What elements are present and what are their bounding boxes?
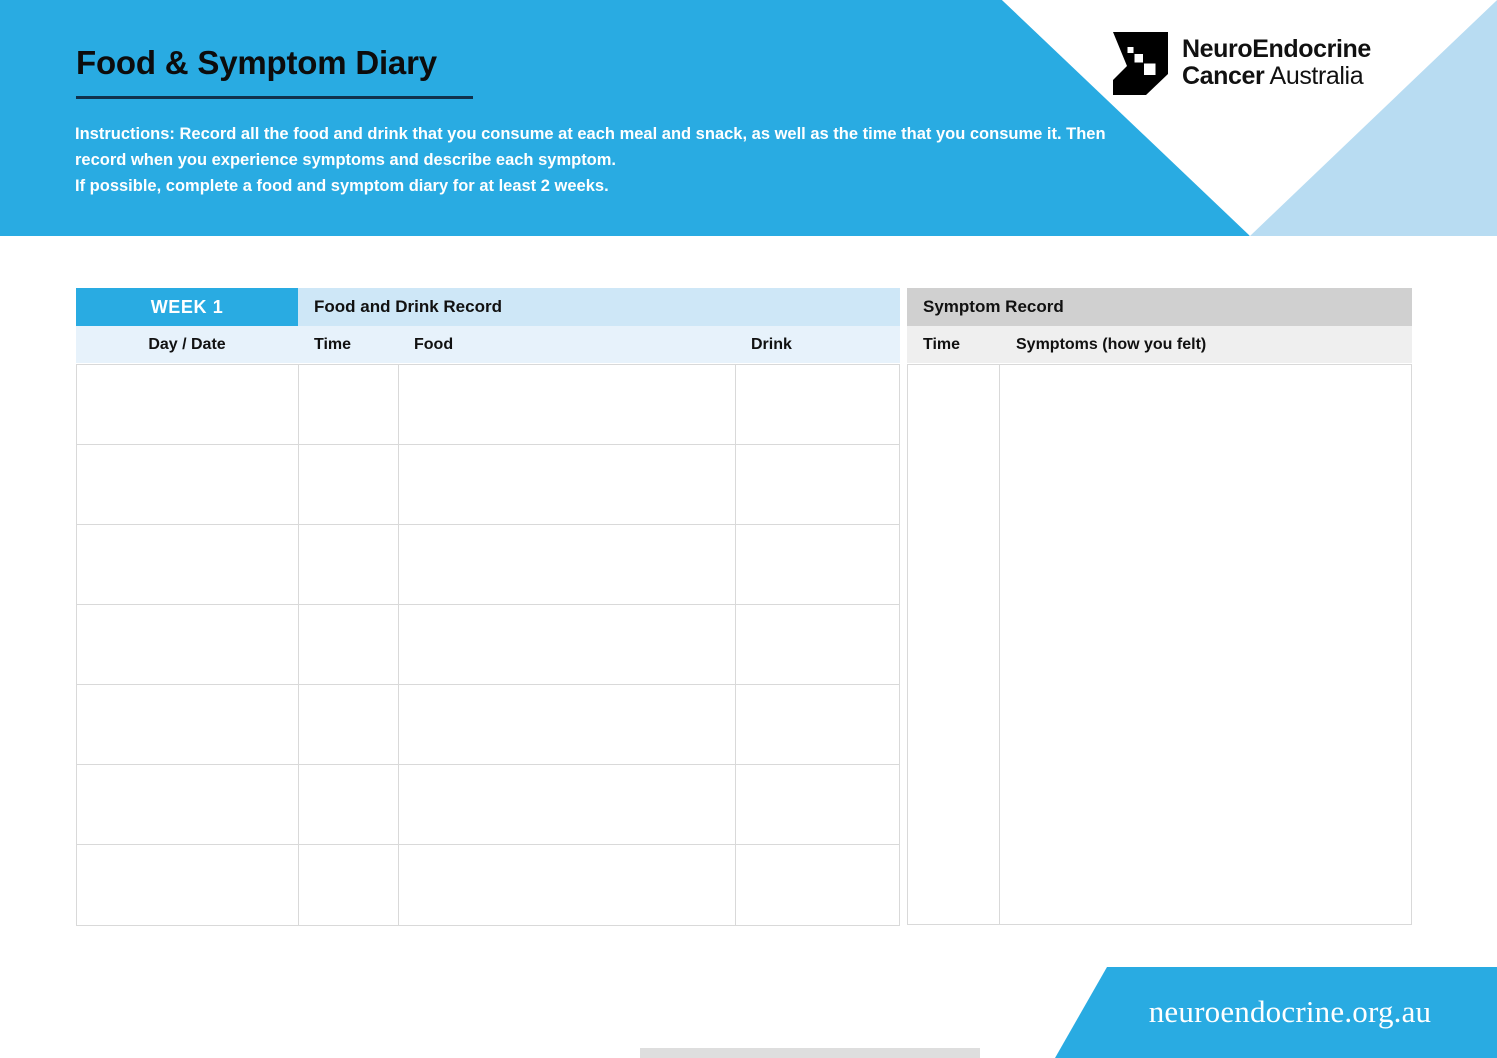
week-badge: WEEK 1 — [76, 288, 298, 326]
cell-food[interactable] — [399, 365, 736, 444]
instructions-line-2: If possible, complete a food and symptom diary for at least 2 weeks. — [75, 177, 609, 195]
cell-food-time[interactable] — [299, 445, 399, 524]
logo-wordmark — [1182, 37, 1371, 89]
table-row — [77, 365, 900, 445]
logo-word-cancer: Cancer — [1182, 62, 1265, 90]
cell-food-time[interactable] — [299, 525, 399, 604]
table-group-header-row — [76, 288, 1412, 326]
group-header-symptom: Symptom Record — [907, 288, 1412, 326]
cell-day-date[interactable] — [77, 365, 299, 444]
cell-drink[interactable] — [736, 765, 900, 844]
subheader-section-gap — [900, 326, 907, 363]
cell-food[interactable] — [399, 845, 736, 925]
table-row — [77, 845, 900, 925]
column-header-symptom-time: Time — [907, 326, 1000, 363]
symptom-record-grid — [907, 364, 1412, 925]
logo-word-australia: Australia — [1264, 62, 1364, 90]
cell-drink[interactable] — [736, 605, 900, 684]
header-section-gap — [900, 288, 907, 326]
neuroendocrine-shield-icon — [1113, 32, 1168, 95]
column-header-food: Food — [398, 326, 735, 363]
table-row — [77, 605, 900, 685]
cell-drink[interactable] — [736, 845, 900, 925]
cell-food-time[interactable] — [299, 845, 399, 925]
page-header — [0, 0, 1497, 236]
cell-food[interactable] — [399, 765, 736, 844]
cell-drink[interactable] — [736, 685, 900, 764]
food-and-drink-grid — [76, 364, 900, 926]
body-section-gap — [900, 364, 907, 926]
table-column-header-row — [76, 326, 1412, 363]
cell-day-date[interactable] — [77, 445, 299, 524]
cell-food-time[interactable] — [299, 365, 399, 444]
page-bottom-strip — [640, 1048, 980, 1058]
column-header-drink: Drink — [735, 326, 900, 363]
organisation-logo — [1113, 30, 1403, 96]
cell-food-time[interactable] — [299, 605, 399, 684]
table-row — [77, 525, 900, 605]
logo-line-cancer-australia — [1182, 64, 1371, 89]
table-row — [77, 685, 900, 765]
column-header-food-time: Time — [298, 326, 398, 363]
cell-drink[interactable] — [736, 525, 900, 604]
cell-food[interactable] — [399, 685, 736, 764]
footer-website-url[interactable]: neuroendocrine.org.au — [1148, 994, 1432, 1029]
cell-drink[interactable] — [736, 445, 900, 524]
cell-food-time[interactable] — [299, 765, 399, 844]
cell-food-time[interactable] — [299, 685, 399, 764]
cell-food[interactable] — [399, 525, 736, 604]
instructions-block — [75, 121, 1135, 199]
cell-food[interactable] — [399, 605, 736, 684]
food-symptom-diary-table — [76, 288, 1412, 926]
cell-symptom-time[interactable] — [907, 365, 1000, 924]
logo-line-neuroendocrine: NeuroEndocrine — [1182, 35, 1371, 63]
cell-day-date[interactable] — [77, 845, 299, 925]
table-row — [77, 765, 900, 845]
cell-drink[interactable] — [736, 365, 900, 444]
cell-day-date[interactable] — [77, 685, 299, 764]
cell-symptom-description[interactable] — [1000, 365, 1412, 924]
cell-day-date[interactable] — [77, 765, 299, 844]
cell-day-date[interactable] — [77, 605, 299, 684]
title-underline-rule — [76, 96, 473, 99]
instructions-line-1: Instructions: Record all the food and drink that you consume at each meal and snack, as well as the time that you consume it. Then record when you experience symptoms and describe each symptom. — [75, 125, 1106, 169]
table-row — [77, 445, 900, 525]
group-header-food-and-drink: Food and Drink Record — [298, 288, 900, 326]
column-header-day-date: Day / Date — [76, 326, 298, 363]
table-body — [76, 363, 1412, 926]
cell-day-date[interactable] — [77, 525, 299, 604]
page-title: Food & Symptom Diary — [76, 44, 437, 81]
cell-food[interactable] — [399, 445, 736, 524]
column-header-symptoms: Symptoms (how you felt) — [1000, 326, 1412, 363]
